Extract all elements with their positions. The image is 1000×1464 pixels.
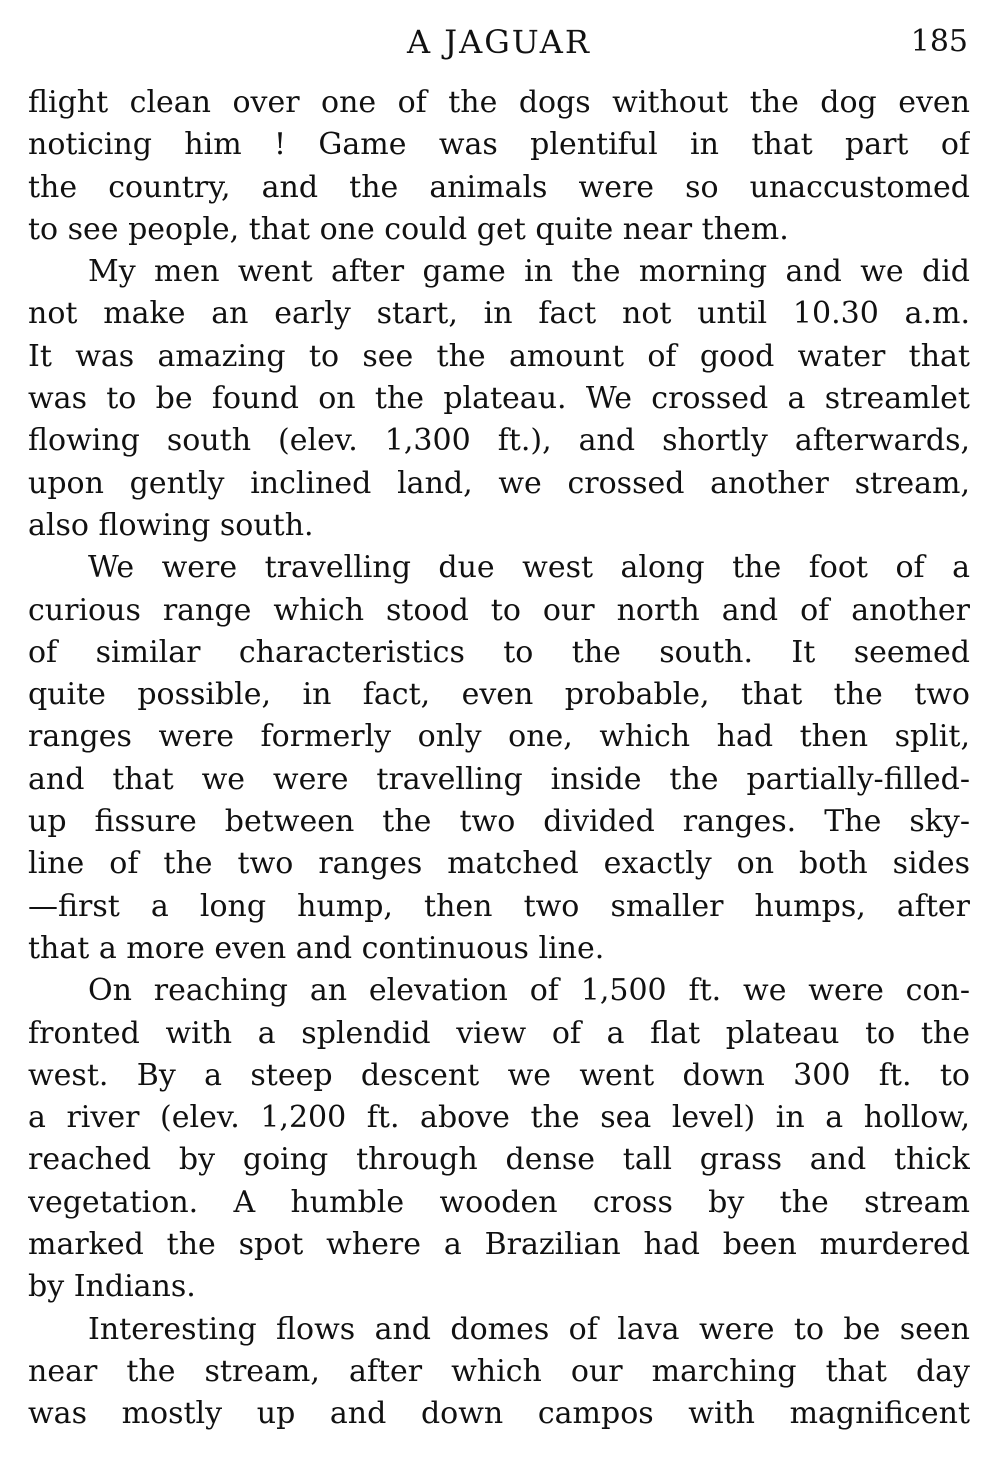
text-line: —first a long hump, then two smaller humps, after — [28, 888, 970, 924]
body-text — [28, 82, 970, 1436]
text-line: to see people, that one could get quite near them. — [28, 211, 789, 247]
text-line: It was amazing to see the amount of good water that — [28, 338, 970, 374]
text-line: also flowing south. — [28, 507, 314, 543]
text-line: ranges were formerly only one, which had then split, — [28, 719, 970, 755]
page-number: 185 — [910, 24, 968, 59]
text-line: near the stream, after which our marching that day — [28, 1353, 970, 1389]
text-line: that a more even and continuous line. — [28, 930, 605, 966]
text-line: quite possible, in fact, even probable, that the two — [28, 677, 970, 713]
text-line: was to be found on the plateau. We crossed a streamlet — [28, 381, 970, 417]
text-line: not make an early start, in fact not until 10.30 a.m. — [28, 296, 970, 332]
text-line: west. By a steep descent we went down 300 ft. to — [28, 1057, 970, 1093]
text-line: flowing south (elev. 1,300 ft.), and shortly afterwards, — [28, 423, 970, 459]
text-line: upon gently inclined land, we crossed another stream, — [28, 465, 970, 501]
text-line: curious range which stood to our north and of another — [28, 592, 970, 628]
text-line: up fissure between the two divided ranges. The sky- — [28, 804, 970, 840]
text-line: fronted with a splendid view of a flat plateau to the — [28, 1015, 970, 1051]
text-line: was mostly up and down campos with magnificent — [28, 1396, 970, 1432]
text-line: vegetation. A humble wooden cross by the stream — [28, 1184, 970, 1220]
text-line: We were travelling due west along the foot of a — [88, 550, 970, 586]
text-line: marked the spot where a Brazilian had been murdered — [28, 1227, 970, 1263]
text-line: the country, and the animals were so unaccustomed — [28, 169, 970, 205]
text-line: noticing him ! Game was plentiful in that part of — [28, 127, 970, 163]
text-line: and that we were travelling inside the partially-filled- — [28, 761, 970, 797]
text-line: On reaching an elevation of 1,500 ft. we were con- — [88, 973, 970, 1009]
chapter-title: A JAGUAR — [407, 23, 591, 61]
text-line: My men went after game in the morning and we did — [88, 254, 970, 290]
text-line: a river (elev. 1,200 ft. above the sea level) in a hollow, — [28, 1100, 970, 1136]
running-head — [28, 18, 970, 66]
text-line: line of the two ranges matched exactly on both sides — [28, 846, 970, 882]
text-line: Interesting flows and domes of lava were to be seen — [88, 1311, 970, 1347]
text-line: by Indians. — [28, 1269, 196, 1305]
text-line: of similar characteristics to the south. It seemed — [28, 634, 970, 670]
text-line: flight clean over one of the dogs without the dog even — [28, 85, 970, 120]
text-line: reached by going through dense tall grass and thick — [28, 1142, 970, 1178]
